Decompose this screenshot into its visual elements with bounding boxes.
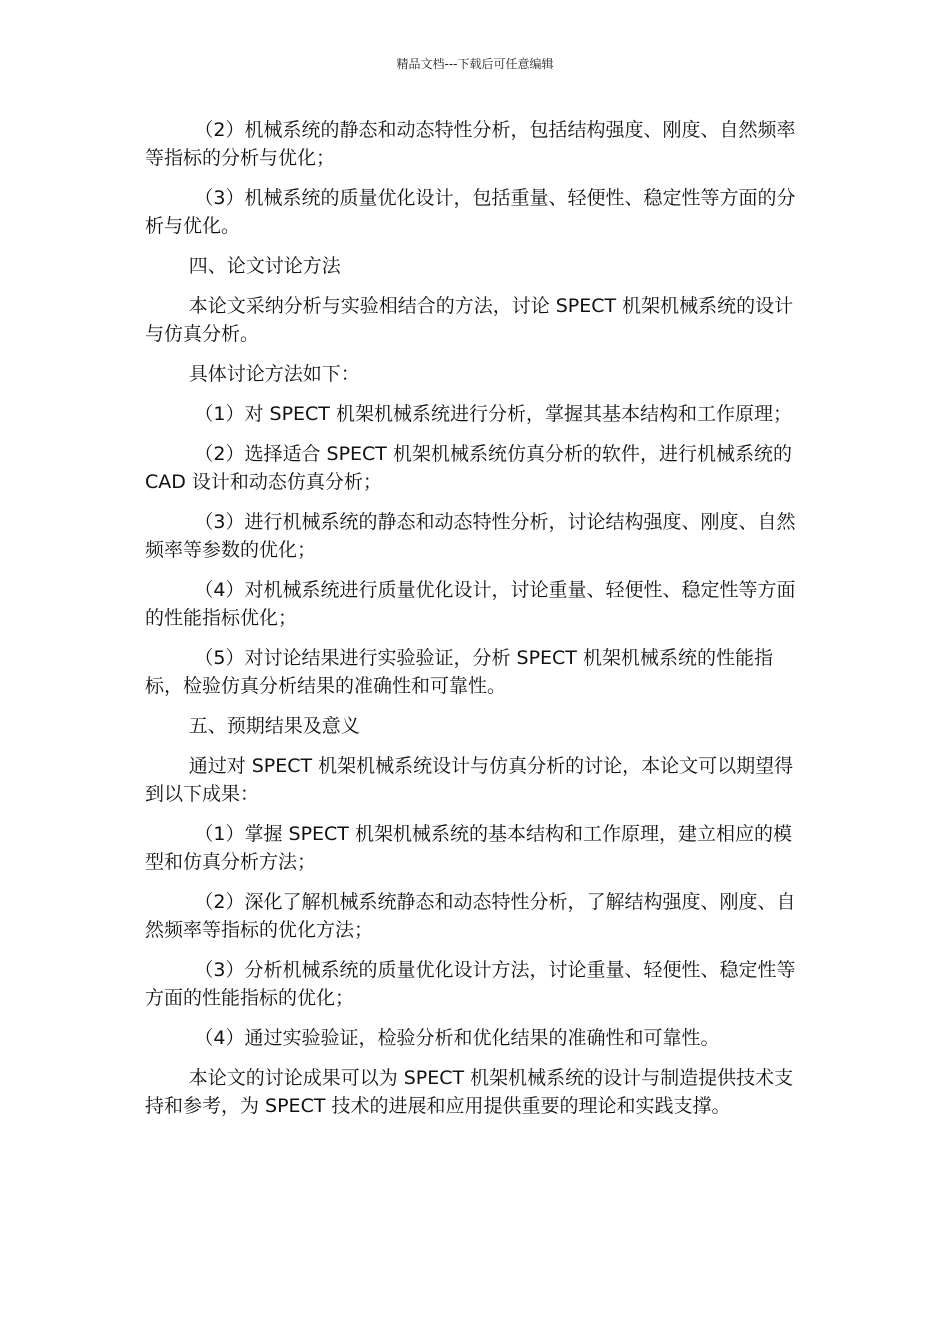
paragraph-method-5: （5）对讨论结果进行实验验证，分析 SPECT 机架机械系统的性能指标，检验仿真分析结果的准确性和可靠性。 bbox=[145, 647, 773, 697]
document-body bbox=[145, 116, 810, 1132]
paragraph-method-1: （1）对 SPECT 机架机械系统进行分析，掌握其基本结构和工作原理； bbox=[194, 403, 792, 425]
paragraph-results-intro: 通过对 SPECT 机架机械系统设计与仿真分析的讨论，本论文可以期望得到以下成果： bbox=[145, 755, 794, 805]
page-header: 精品文档---下载后可任意编辑 bbox=[396, 57, 554, 71]
paragraph-method-2: （2）选择适合 SPECT 机架机械系统仿真分析的软件，进行机械系统的 CAD 设计和动态仿真分析； bbox=[145, 443, 792, 493]
paragraph-method-4: （4）对机械系统进行质量优化设计，讨论重量、轻便性、稳定性等方面的性能指标优化； bbox=[145, 579, 796, 629]
paragraph-result-1: （1）掌握 SPECT 机架机械系统的基本结构和工作原理，建立相应的模型和仿真分析方法； bbox=[145, 823, 792, 873]
paragraph-item-2-analysis: （2）机械系统的静态和动态特性分析，包括结构强度、刚度、自然频率等指标的分析与优化； bbox=[145, 119, 796, 169]
paragraph-method-3: （3）进行机械系统的静态和动态特性分析，讨论结构强度、刚度、自然频率等参数的优化； bbox=[145, 511, 796, 561]
section-heading-results: 五、预期结果及意义 bbox=[188, 715, 360, 737]
paragraph-result-4: （4）通过实验验证，检验分析和优化结果的准确性和可靠性。 bbox=[194, 1027, 720, 1049]
paragraph-methods-intro: 本论文采纳分析与实验相结合的方法，讨论 SPECT 机架机械系统的设计与仿真分析。 bbox=[145, 295, 794, 345]
paragraph-result-2: （2）深化了解机械系统静态和动态特性分析，了解结构强度、刚度、自然频率等指标的优化方法； bbox=[145, 891, 796, 941]
paragraph-result-3: （3）分析机械系统的质量优化设计方法，讨论重量、轻便性、稳定性等方面的性能指标的优化； bbox=[145, 959, 796, 1009]
paragraph-item-3-quality: （3）机械系统的质量优化设计，包括重量、轻便性、稳定性等方面的分析与优化。 bbox=[145, 187, 796, 237]
paragraph-methods-lead: 具体讨论方法如下： bbox=[188, 363, 360, 385]
paragraph-conclusion: 本论文的讨论成果可以为 SPECT 机架机械系统的设计与制造提供技术支持和参考，为 SPECT 技术的进展和应用提供重要的理论和实践支撑。 bbox=[145, 1067, 794, 1117]
section-heading-methods: 四、论文讨论方法 bbox=[188, 255, 341, 277]
